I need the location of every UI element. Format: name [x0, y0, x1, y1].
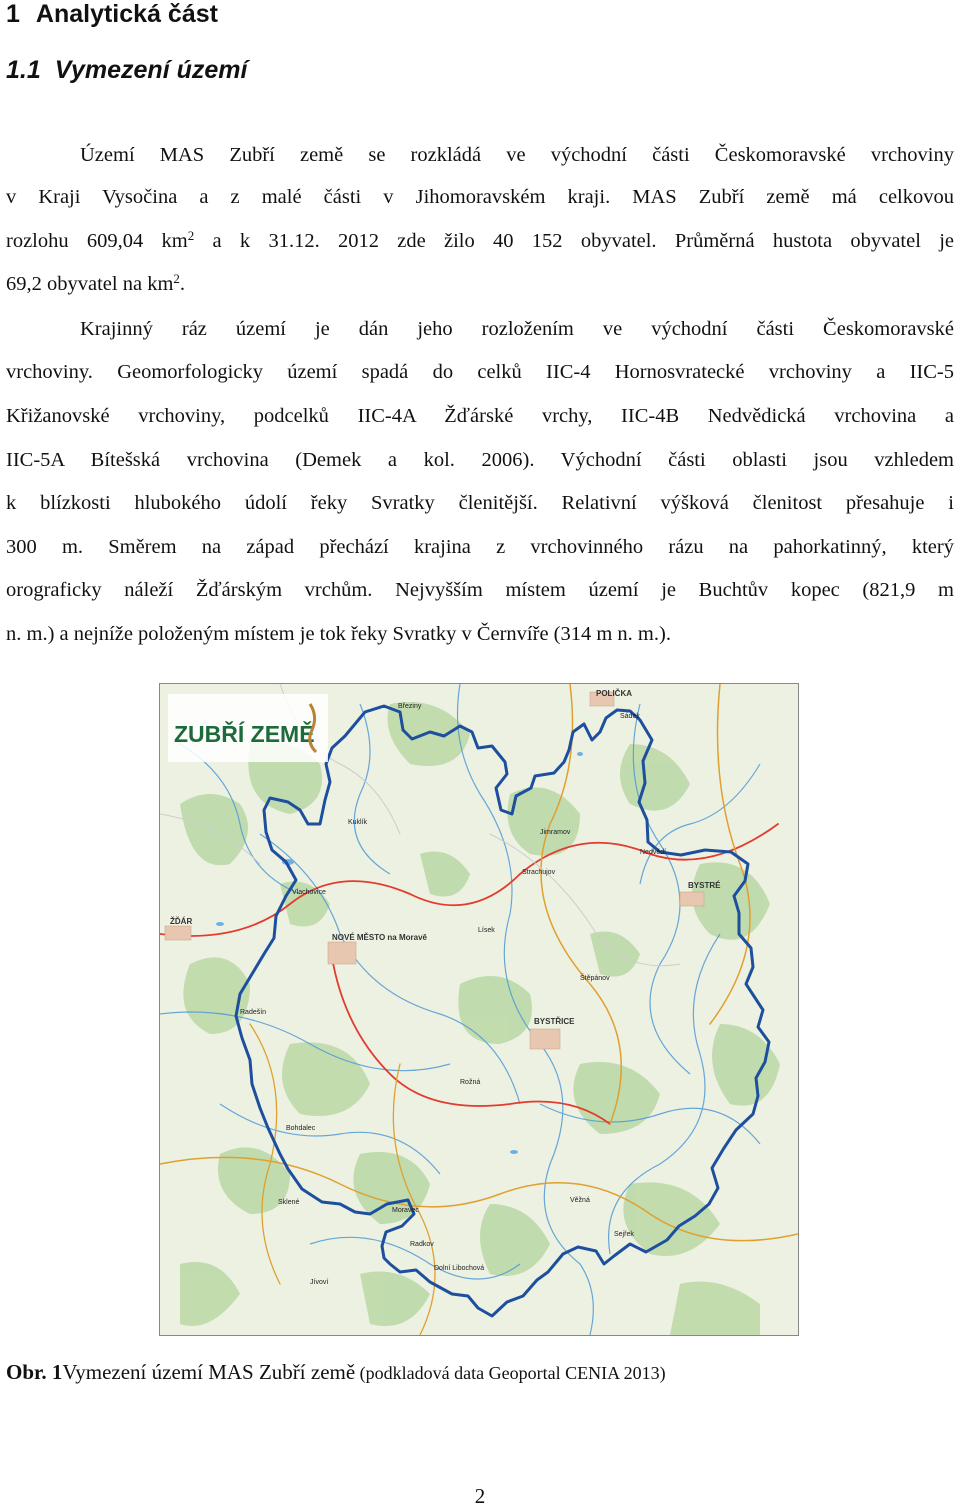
paragraph-2-line-3: Křižanovské vrchoviny, podcelků IIC-4A Žďárské vrchy, IIC-4B Nedvědická vrchovina a: [6, 405, 954, 427]
map-place-label: Sádek: [620, 713, 640, 720]
map-place-label: Moravec: [392, 1207, 419, 1214]
map-place-label: Jívoví: [310, 1279, 329, 1286]
caption-source: (podkladová data Geoportal CENIA 2013): [355, 1363, 666, 1383]
map-place-label: Štěpánov: [580, 975, 610, 982]
map-place-label: Radkov: [410, 1241, 434, 1248]
map-place-label: Lísek: [478, 927, 495, 934]
map-place-label: Vlachovice: [292, 889, 326, 896]
heading-1-title: Analytická část: [35, 0, 218, 28]
map-svg: [160, 684, 798, 1335]
caption-title: Vymezení území MAS Zubří země: [62, 1360, 356, 1384]
map-place-label: Březiny: [398, 703, 422, 710]
map-place-label: Bohdalec: [286, 1125, 316, 1132]
map-place-label: Dolní Libochová: [434, 1265, 485, 1272]
paragraph-2-line-8: n. m.) a nejníže položeným místem je tok řeky Svratky v Černvíře (314 m n. m.).: [6, 623, 671, 645]
map-place-label: Kuklík: [348, 819, 368, 826]
map-place-label: Věžná: [570, 1197, 590, 1204]
map-place-label: Jimramov: [540, 829, 571, 836]
paragraph-2-line-5: k blízkosti hlubokého údolí řeky Svratky členitější. Relativní výšková členitost přesahuje i: [6, 492, 954, 514]
heading-2-number: 1.1: [6, 56, 41, 84]
map-place-label: Radešín: [240, 1009, 267, 1016]
map-town-label: ŽĎÁR: [170, 917, 193, 926]
population-text: a k 31.12. 2012 zde žilo 40 152 obyvatel. Průměrná hustota obyvatel je: [194, 230, 954, 252]
paragraph-1-line-2: v Kraji Vysočina a z malé části v Jihomoravském kraji. MAS Zubří země má celkovou: [6, 186, 954, 208]
area-text: rozlohu 609,04 km: [6, 230, 188, 252]
paragraph-2-line-2: vrchoviny. Geomorfologicky území spadá do celků IIC-4 Hornosvratecké vrchoviny a IIC-5: [6, 361, 954, 383]
heading-2: [6, 56, 247, 85]
map-town-label: BYSTRÉ: [688, 881, 721, 890]
heading-1: [6, 0, 218, 29]
map-town-label: POLIČKA: [596, 689, 632, 698]
density-text: 69,2 obyvatel na km: [6, 273, 174, 295]
paragraph-1-line-3: [6, 229, 954, 253]
map-place-label: Strachujov: [522, 869, 556, 876]
density-unit-superscript: 2: [173, 271, 180, 286]
area-unit-superscript: 2: [187, 228, 195, 243]
territory-map: [159, 683, 799, 1336]
map-place-label: Rožná: [460, 1079, 481, 1086]
paragraph-1-line-1: Území MAS Zubří země se rozkládá ve východní části Českomoravské vrchoviny: [80, 144, 954, 166]
paragraph-2-line-7: orograficky náleží Žďárským vrchům. Nejvyšším místem území je Buchtův kopec (821,9 m: [6, 579, 954, 601]
page-number: 2: [474, 1484, 486, 1508]
map-place-label: Sejřek: [614, 1231, 634, 1238]
paragraph-2-line-1: Krajinný ráz území je dán jeho rozložením ve východní části Českomoravské: [80, 318, 954, 340]
map-town-label: BYSTŘICE: [534, 1017, 575, 1026]
heading-2-title: Vymezení území: [54, 56, 248, 84]
paragraph-2-line-6: 300 m. Směrem na západ přechází krajina z vrchovinného rázu na pahorkatinný, který: [6, 536, 954, 558]
logo-text: ZUBŘÍ ZEMĚ: [174, 721, 315, 747]
figure-caption: [6, 1360, 666, 1385]
paragraph-2-line-4: IIC-5A Bítešská vrchovina (Demek a kol. 2006). Východní části oblasti jsou vzhledem: [6, 449, 954, 471]
caption-label: Obr. 1: [6, 1360, 63, 1384]
map-place-label: Sklené: [278, 1199, 300, 1206]
map-place-label: Nedvědí: [640, 849, 667, 856]
map-logo: [168, 694, 328, 762]
map-town-label: NOVÉ MĚSTO na Moravě: [332, 933, 427, 942]
heading-1-number: 1: [6, 0, 20, 28]
density-period: .: [179, 273, 186, 295]
paragraph-1-line-4: [6, 272, 954, 296]
